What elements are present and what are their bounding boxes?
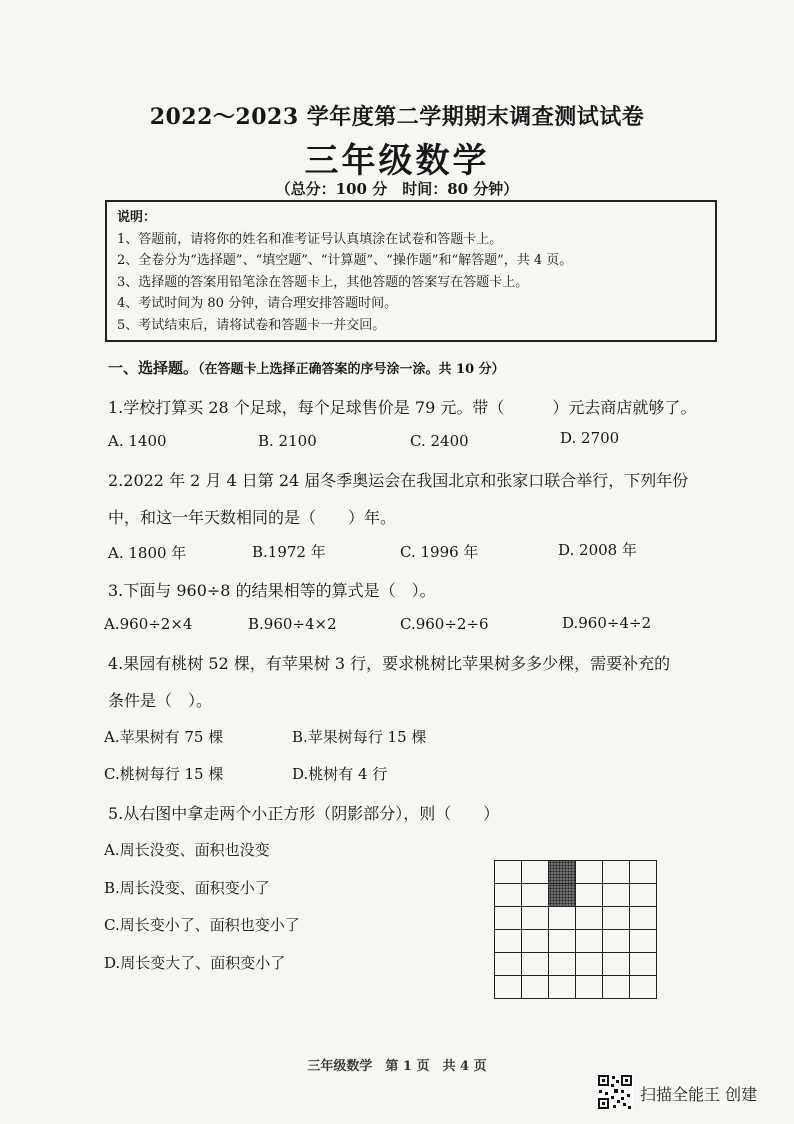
- grid-square: [630, 861, 657, 884]
- question-4-line-2: 条件是（ ）。: [108, 691, 213, 710]
- q5-option-a: A.周长没变、面积也没变: [104, 841, 270, 859]
- grid-square: [549, 976, 576, 999]
- q4-option-c: C.桃树每行 15 棵: [104, 765, 224, 783]
- grid-square: [603, 976, 630, 999]
- q3-option-d: D.960÷4÷2: [562, 614, 652, 632]
- instructions-box: [105, 200, 717, 342]
- grid-square: [522, 976, 549, 999]
- q4-option-d: D.桃树有 4 行: [292, 765, 388, 783]
- grid-square: [549, 930, 576, 953]
- q2-option-c: C. 1996 年: [400, 543, 479, 561]
- grid-square: [495, 976, 522, 999]
- grid-square: [603, 861, 630, 884]
- q3-option-b: B.960÷4×2: [248, 615, 337, 633]
- subject-title: 三年级数学: [304, 141, 490, 181]
- grid-square: [603, 953, 630, 976]
- question-5: 5.从右图中拿走两个小正方形（阴影部分），则（ ）: [108, 804, 500, 823]
- q5-option-c: C.周长变小了、面积也变小了: [104, 916, 300, 934]
- grid-square: [630, 884, 657, 907]
- grid-square: [630, 930, 657, 953]
- question-2-line-2: 中，和这一年天数相同的是（ ）年。: [108, 508, 397, 527]
- q1-option-b: B. 2100: [258, 432, 317, 450]
- q4-option-a: A.苹果树有 75 棵: [104, 728, 224, 746]
- instruction-item: 3、选择题的答案用铅笔涂在答题卡上，其他答题的答案写在答题卡上。: [117, 274, 529, 290]
- grid-square: [522, 861, 549, 884]
- grid-square: [603, 907, 630, 930]
- grid-square: [549, 907, 576, 930]
- instruction-item: 1、答题前，请将你的姓名和准考证号认真填涂在试卷和答题卡上。: [117, 231, 503, 247]
- instructions-heading: 说明：: [117, 210, 157, 225]
- instruction-item: 5、考试结束后，请将试卷和答题卡一并交回。: [117, 317, 386, 333]
- q1-option-d: D. 2700: [560, 429, 620, 447]
- grid-square: [522, 907, 549, 930]
- section-heading: [108, 357, 505, 378]
- grid-square: [630, 907, 657, 930]
- section-title: 一、选择题。: [108, 359, 199, 377]
- grid-square: [522, 930, 549, 953]
- q2-option-a: A. 1800 年: [108, 544, 187, 562]
- question-4-line-1: 4.果园有桃树 52 棵，有苹果树 3 行，要求桃树比苹果树多多少棵，需要补充的: [108, 654, 671, 673]
- grid-square: [603, 884, 630, 907]
- grid-square: [576, 953, 603, 976]
- exam-info: （总分：100 分 时间：80 分钟）: [275, 180, 519, 198]
- grid-square: [495, 930, 522, 953]
- scanner-watermark: 扫描全能王 创建: [640, 1085, 758, 1104]
- instruction-item: 2、全卷分为“选择题”、“填空题”、“计算题”、“操作题”和“解答题”，共 4 页。: [117, 253, 573, 268]
- shaded-square: [549, 884, 576, 907]
- q2-option-b: B.1972 年: [252, 543, 326, 561]
- grid-square: [495, 907, 522, 930]
- grid-square: [522, 953, 549, 976]
- page-footer: 三年级数学 第 1 页 共 4 页: [307, 1059, 487, 1074]
- q3-option-a: A.960÷2×4: [104, 615, 193, 633]
- q1-option-c: C. 2400: [410, 432, 469, 450]
- q2-option-d: D. 2008 年: [558, 541, 637, 559]
- grid-square: [603, 930, 630, 953]
- grid-square: [630, 953, 657, 976]
- grid-square: [495, 953, 522, 976]
- question-3: 3.下面与 960÷8 的结果相等的算式是（ ）。: [108, 581, 436, 600]
- square-grid-figure: [494, 860, 657, 999]
- grid-square: [630, 976, 657, 999]
- grid-square: [576, 884, 603, 907]
- qr-code-icon: [597, 1074, 633, 1110]
- q3-option-c: C.960÷2÷6: [400, 615, 489, 633]
- grid-square: [576, 976, 603, 999]
- grid-square: [522, 884, 549, 907]
- question-2-line-1: 2.2022 年 2 月 4 日第 24 届冬季奥运会在我国北京和张家口联合举行，下列年份: [108, 471, 689, 490]
- grid-square: [576, 907, 603, 930]
- grid-square: [576, 930, 603, 953]
- shaded-square: [549, 861, 576, 884]
- question-1: 1.学校打算买 28 个足球，每个足球售价是 79 元。带（ ）元去商店就够了。: [108, 398, 697, 417]
- grid-square: [495, 861, 522, 884]
- q5-option-d: D.周长变大了、面积变小了: [104, 954, 286, 972]
- q4-option-b: B.苹果树每行 15 棵: [292, 728, 427, 746]
- instruction-item: 4、考试时间为 80 分钟，请合理安排答题时间。: [117, 296, 398, 311]
- exam-title: 2022～2023 学年度第二学期期末调查测试试卷: [149, 104, 645, 130]
- q5-option-b: B.周长没变、面积变小了: [104, 879, 270, 897]
- grid-square: [549, 953, 576, 976]
- grid-square: [495, 884, 522, 907]
- section-note: （在答题卡上选择正确答案的序号涂一涂。共 10 分）: [198, 362, 505, 377]
- q1-option-a: A. 1400: [108, 432, 167, 450]
- grid-square: [576, 861, 603, 884]
